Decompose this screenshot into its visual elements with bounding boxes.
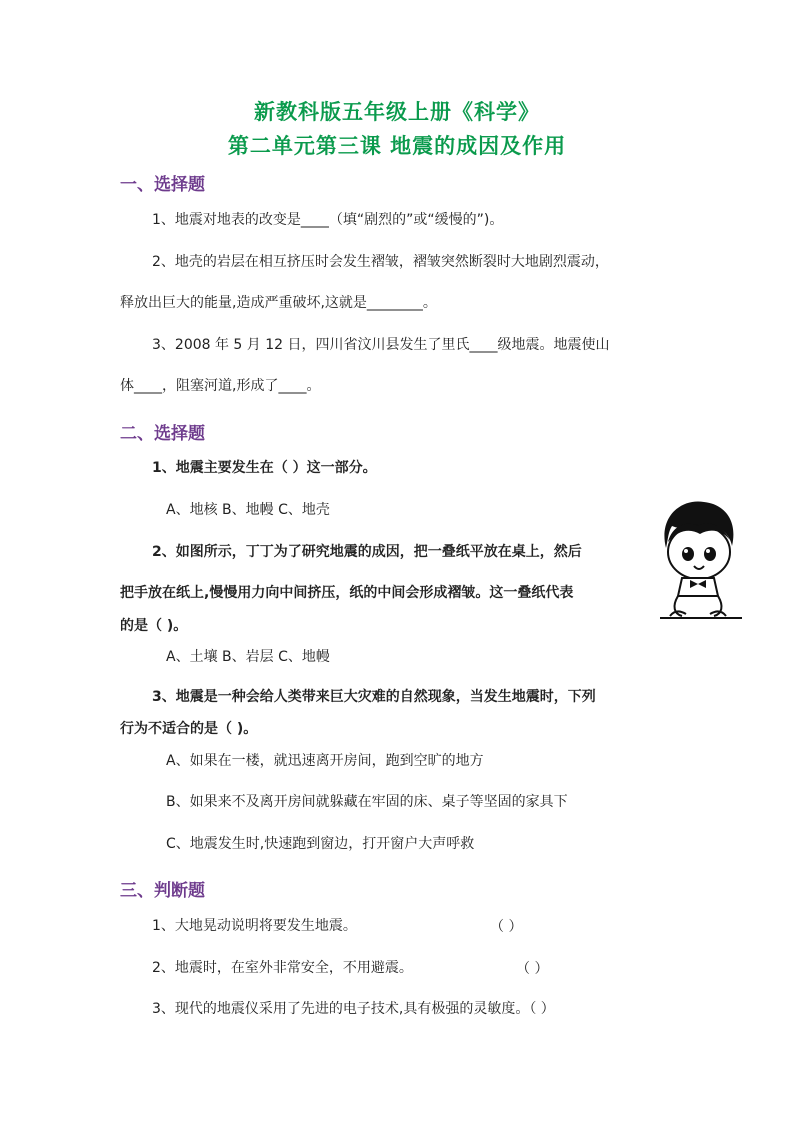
- section-heading-3: 三、判断题: [120, 881, 205, 901]
- s2-question-2-line3: 的是（ )。: [120, 618, 188, 634]
- s2-question-3-option-c: C、地震发生时,快速跑到窗边，打开窗户大声呼救: [166, 836, 475, 852]
- s3-question-2: 2、地震时，在室外非常安全，不用避震。: [152, 960, 413, 976]
- s3-question-1-answer-paren: （ ）: [490, 919, 523, 935]
- s2-question-1: 1、地震主要发生在（ ）这一部分。: [152, 460, 377, 476]
- s1-question-2-line2: 释放出巨大的能量,造成严重破坏,这就是________。: [120, 295, 437, 311]
- section-heading-2: 二、选择题: [120, 424, 205, 444]
- document-title: 新教科版五年级上册《科学》: [254, 100, 540, 124]
- s2-question-2-line2: 把手放在纸上,慢慢用力向中间挤压，纸的中间会形成褶皱。这一叠纸代表: [120, 585, 574, 601]
- s2-question-1-options: A、地核 B、地幔 C、地壳: [166, 502, 330, 518]
- section-heading-1: 一、选择题: [120, 175, 205, 195]
- s1-question-2-line1: 2、地壳的岩层在相互挤压时会发生褶皱，褶皱突然断裂时大地剧烈震动，: [152, 254, 609, 270]
- s2-question-3-option-b: B、如果来不及离开房间就躲藏在牢固的床、桌子等坚固的家具下: [166, 794, 568, 810]
- s1-question-1: 1、地震对地表的改变是____（填“剧烈的”或“缓慢的”)。: [152, 212, 504, 228]
- s2-question-2-options: A、土壤 B、岩层 C、地幔: [166, 649, 330, 665]
- s1-question-3-line1: 3、2008 年 5 月 12 日，四川省汶川县发生了里氏____级地震。地震使山: [152, 337, 610, 353]
- boy-pressing-paper-illustration: [652, 496, 742, 626]
- s2-question-3-line1: 3、地震是一种会给人类带来巨大灾难的自然现象，当发生地震时，下列: [152, 689, 596, 705]
- s2-question-3-option-a: A、如果在一楼，就迅速离开房间，跑到空旷的地方: [166, 753, 484, 769]
- s2-question-2-line1: 2、如图所示，丁丁为了研究地震的成因，把一叠纸平放在桌上，然后: [152, 544, 582, 560]
- s2-question-3-line2: 行为不适合的是（ )。: [120, 721, 258, 737]
- s3-question-2-answer-paren: （ ）: [516, 961, 549, 977]
- s1-question-3-line2: 体____，阻塞河道,形成了____。: [120, 378, 321, 394]
- s3-question-3: 3、现代的地震仪采用了先进的电子技术,具有极强的灵敏度。（ ）: [152, 1001, 555, 1017]
- s3-question-1: 1、大地晃动说明将要发生地震。: [152, 918, 357, 934]
- document-subtitle: 第二单元第三课 地震的成因及作用: [227, 134, 567, 158]
